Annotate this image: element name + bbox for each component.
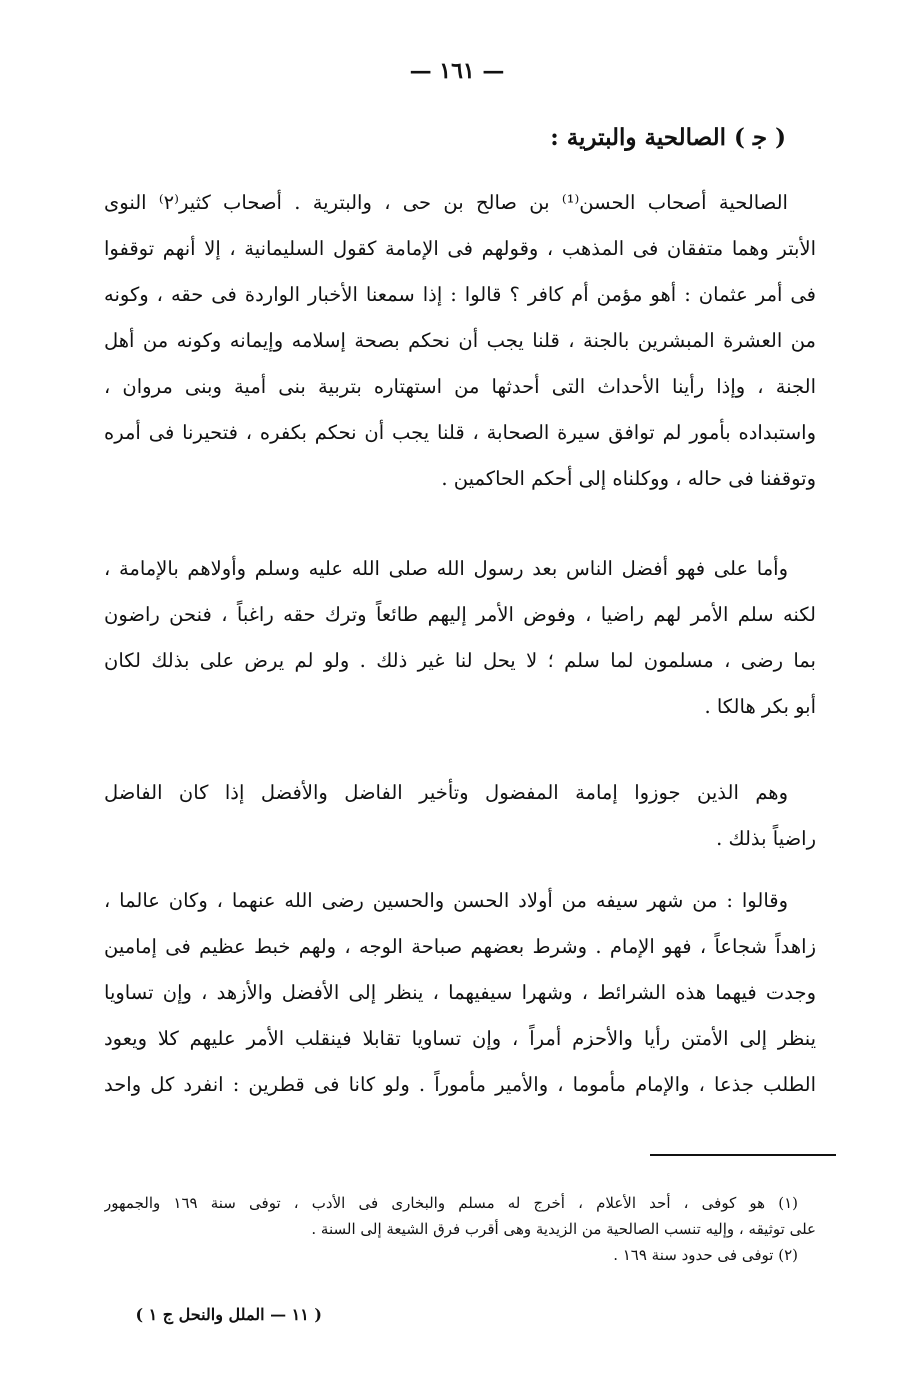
- paragraph-imam-conditions: [104, 878, 816, 1108]
- text-line: الطلب جذعا ، والإمام مأموما ، والأمير مأموراً . ولو كانا فى قطرين : انفرد كل واحد: [104, 1073, 816, 1096]
- footnotes: [104, 1190, 816, 1268]
- text-line: الصالحية أصحاب الحسن⁽¹⁾ بن صالح بن حى ، والبترية . أصحاب كثير⁽٢⁾ النوى: [104, 191, 788, 214]
- text-line: ينظر إلى الأمتن رأيا والأحزم أمراً ، وإن تساويا تقابلا فينقلب الأمر عليهم كلا ويعود: [104, 1027, 816, 1050]
- text-line: بما رضى ، مسلمون لما سلم ؛ لا يحل لنا غير ذلك . ولو لم يرض على بذلك لكان: [104, 649, 816, 672]
- footnote-line: (١) هو كوفى ، أحد الأعلام ، أخرج له مسلم والبخارى فى الأدب ، توفى سنة ١٦٩ والجمهور: [104, 1194, 798, 1212]
- footnote-line: (٢) توفى فى حدود سنة ١٦٩ .: [613, 1246, 798, 1264]
- footnote-divider: [650, 1154, 836, 1156]
- footnote-line: على توثيقه ، وإليه تنسب الصالحية من الزيدية وهى أقرب فرق الشيعة إلى السنة .: [311, 1220, 816, 1238]
- page-number: — ١٦١ —: [409, 58, 505, 84]
- text-line: أبو بكر هالكا .: [704, 695, 816, 718]
- text-line: من العشرة المبشرين بالجنة ، قلنا يجب أن نحكم بصحة إسلامه وإيمانه وكونه من أهل: [104, 329, 816, 352]
- text-line: واستبداده بأمور لم توافق سيرة الصحابة ، قلنا يجب أن نحكم بكفره ، فتحيرنا فى أمره: [104, 421, 816, 444]
- text-line: فى أمر عثمان : أهو مؤمن أم كافر ؟ قالوا : إذا سمعنا الأخبار الواردة فى حقه ، وكونه: [104, 283, 816, 306]
- text-line: زاهداً شجاعاً ، فهو الإمام . وشرط بعضهم صباحة الوجه ، ولهم خبط عظيم فى إمامين: [104, 935, 816, 958]
- text-line: وهم الذين جوزوا إمامة المفضول وتأخير الفاضل والأفضل إذا كان الفاضل: [104, 781, 788, 804]
- paragraph-salihiya: [104, 180, 816, 502]
- section-heading: ( ﺟ ) الصالحية والبترية :: [550, 124, 786, 151]
- signature-mark: ( ١١ — الملل والنحل ج ١ ): [135, 1305, 322, 1324]
- paragraph-ali: [104, 546, 816, 730]
- text-line: راضياً بذلك .: [716, 827, 816, 850]
- text-line: وتوقفنا فى حاله ، ووكلناه إلى أحكم الحاكمين .: [441, 467, 816, 490]
- text-line: وجدت فيهما هذه الشرائط ، وشهرا سيفيهما ، ينظر إلى الأفضل والأزهد ، وإن تساويا: [104, 981, 816, 1004]
- text-line: وأما على فهو أفضل الناس بعد رسول الله صلى الله عليه وسلم وأولاهم بالإمامة ،: [104, 557, 788, 580]
- text-line: الجنة ، وإذا رأينا الأحداث التى أحدثها من استهتاره بتربية بنى أمية وبنى مروان ،: [104, 375, 816, 398]
- text-line: لكنه سلم الأمر لهم راضيا ، وفوض الأمر إليهم طائعاً وترك حقه راغباً ، فنحن راضون: [104, 603, 816, 626]
- text-line: الأبتر وهما متفقان فى المذهب ، وقولهم فى الإمامة كقول السليمانية ، إلا أنهم توقفوا: [104, 237, 816, 260]
- text-line: وقالوا : من شهر سيفه من أولاد الحسن والحسين رضى الله عنهما ، وكان عالما ،: [104, 889, 788, 912]
- paragraph-mafdul: [104, 770, 816, 862]
